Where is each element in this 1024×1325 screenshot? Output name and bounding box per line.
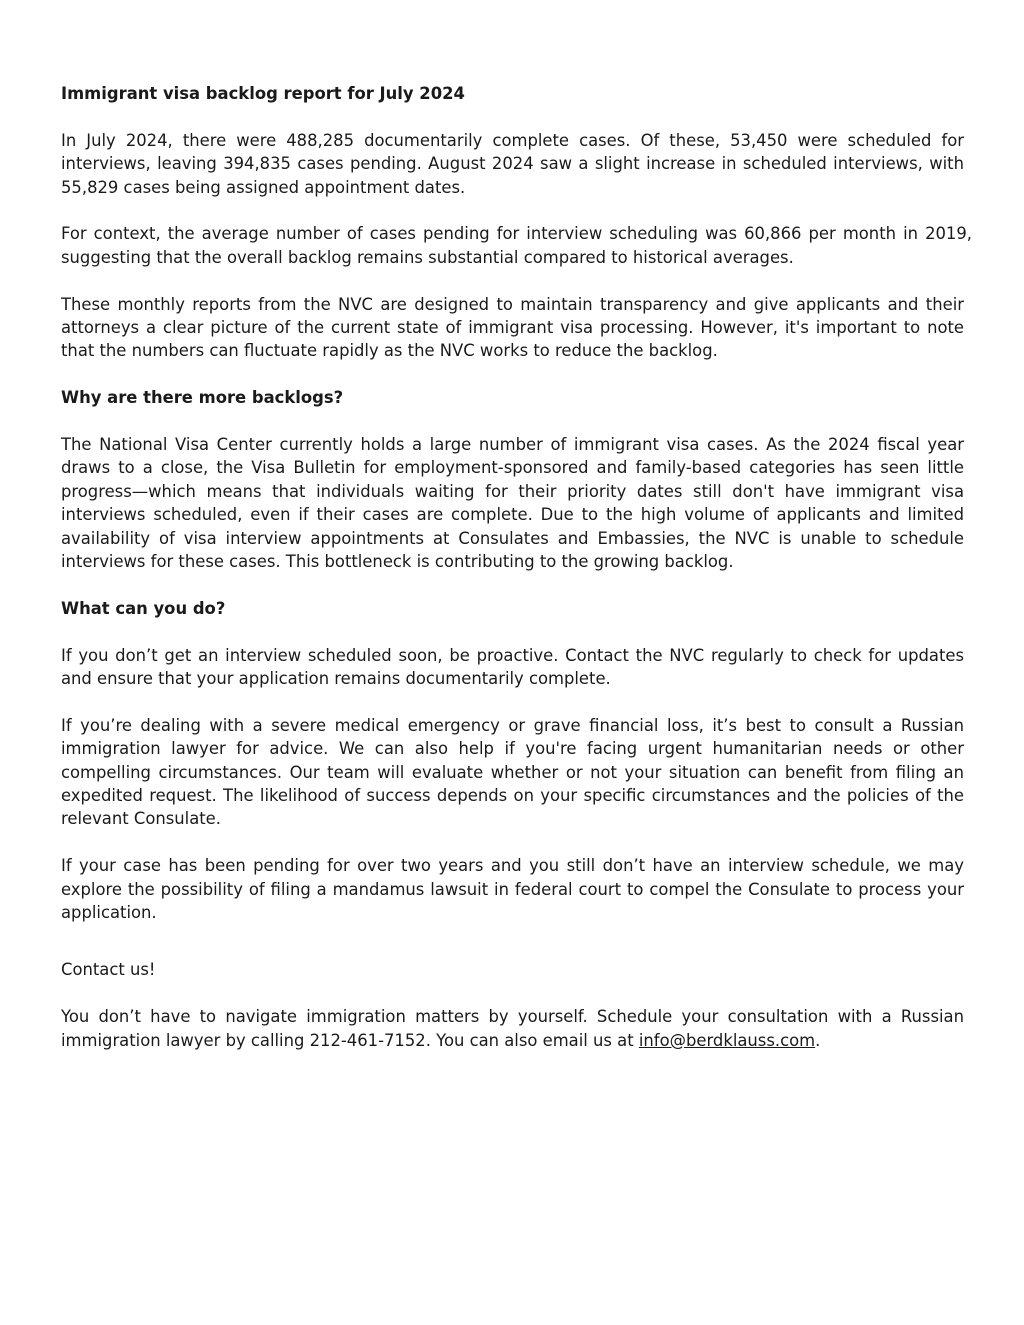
intro-paragraph-2: For context, the average number of cases pending for interview scheduling was 60,866 per month in 2019, suggesting that the overall backlog remains substantial compared to historical averages. xyxy=(61,224,972,267)
what-can-you-do-paragraph-3: If your case has been pending for over two years and you still don’t have an interview schedule, we may explore the possibility of filing a mandamus lawsuit in federal court to compel the Consulate to process your application. xyxy=(61,856,964,923)
contact-paragraph xyxy=(61,1005,964,1052)
why-backlogs-paragraph: The National Visa Center currently holds a large number of immigrant visa cases. As the 2024 fiscal year draws to a close, the Visa Bulletin for employment-sponsored and family-based categories has seen little progress—which means that individuals waiting for their priority dates still don't have immigrant visa interviews scheduled, even if their cases are complete. Due to the high volume of applicants and limited availability of visa interview appointments at Consulates and Embassies, the NVC is unable to schedule interviews for these cases. This bottleneck is contributing to the growing backlog. xyxy=(61,435,964,572)
email-link[interactable]: info@berdklauss.com xyxy=(638,1030,816,1050)
contact-text-end: . xyxy=(815,1030,821,1050)
intro-paragraph-3: These monthly reports from the NVC are designed to maintain transparency and give applicants and their attorneys a clear picture of the current state of immigrant visa processing. However, it's important to note that the numbers can fluctuate rapidly as the NVC works to reduce the backlog. xyxy=(61,294,964,361)
what-can-you-do-paragraph-2: If you’re dealing with a severe medical emergency or grave financial loss, it’s best to consult a Russian immigration lawyer for advice. We can also help if you're facing urgent humanitarian needs or other compelling circumstances. Our team will evaluate whether or not your situation can benefit from filing an expedited request. The likelihood of success depends on your specific circumstances and the policies of the relevant Consulate. xyxy=(61,715,964,829)
section-heading-what-can-you-do: What can you do? xyxy=(61,598,226,618)
intro-paragraph-1: In July 2024, there were 488,285 documentarily complete cases. Of these, 53,450 were scheduled for interviews, leaving 394,835 cases pending. August 2024 saw a slight increase in scheduled interviews, with 55,829 cases being assigned appointment dates. xyxy=(61,130,964,197)
contact-heading: Contact us! xyxy=(61,960,156,980)
section-heading-why-backlogs: Why are there more backlogs? xyxy=(61,388,344,408)
document-title: Immigrant visa backlog report for July 2024 xyxy=(61,84,465,103)
document-page xyxy=(61,82,972,1075)
what-can-you-do-paragraph-1: If you don’t get an interview scheduled soon, be proactive. Contact the NVC regularly to check for updates and ensure that your application remains documentarily complete. xyxy=(61,645,964,689)
contact-text: You don’t have to navigate immigration matters by yourself. Schedule your consultation with a Russian immigration lawyer by calling 212-461-7152. You can also email us at xyxy=(61,1007,964,1050)
